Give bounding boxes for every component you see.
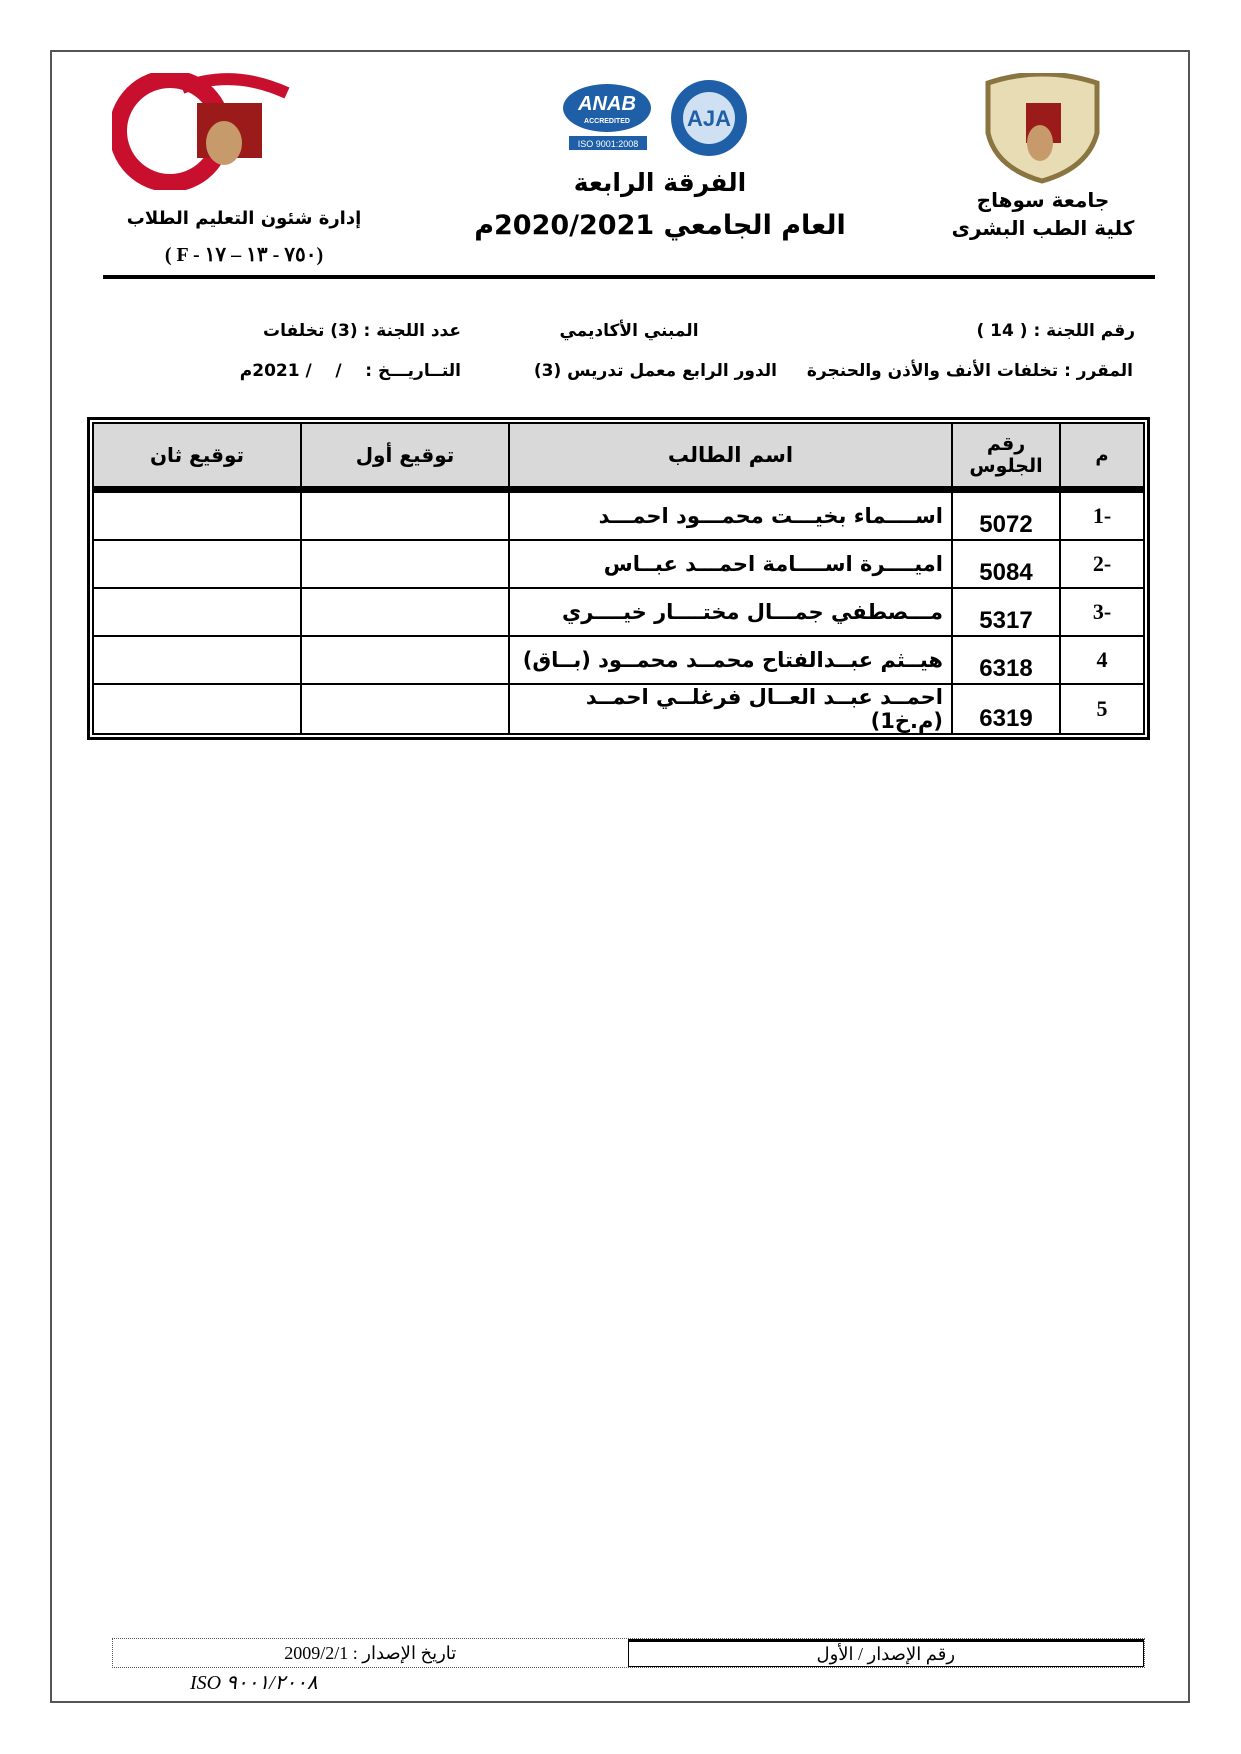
issue-date: تاريخ الإصدار : 2009/2/1 xyxy=(284,1642,457,1663)
col-seat-number: رقم الجلوس xyxy=(952,423,1060,492)
committee-count: عدد اللجنة : (3) تخلفات xyxy=(263,321,461,341)
university-name: جامعة سوهاج xyxy=(976,188,1110,212)
issue-number: رقم الإصدار / الأول xyxy=(628,1639,1145,1667)
iso-standard: ISO ٩٠٠١/٢٠٠٨ xyxy=(190,1672,318,1694)
form-code: ( F - ٧٥٠ - ١٣ – ١٧) xyxy=(164,244,324,266)
seat-number: 5084 xyxy=(952,540,1060,588)
seat-number: 5317 xyxy=(952,588,1060,636)
row-index: 4 xyxy=(1060,636,1144,684)
row-index: 3- xyxy=(1060,588,1144,636)
student-name: هيــثم عبــدالفتاح محمــد محمــود (بــاق) xyxy=(509,636,952,684)
table-row xyxy=(93,684,1144,734)
iso-badge-text: ISO 9001:2008 xyxy=(577,139,639,149)
row-index: 1- xyxy=(1060,492,1144,540)
faculty-name: كلية الطب البشرى xyxy=(951,216,1135,240)
second-signature-cell[interactable] xyxy=(93,684,301,734)
building: المبني الأكاديمي xyxy=(559,321,699,341)
academic-year: العام الجامعي 2020/2021م xyxy=(474,210,846,241)
col-student-name: اسم الطالب xyxy=(509,423,952,492)
table-row xyxy=(93,540,1144,588)
second-signature-cell[interactable] xyxy=(93,492,301,540)
exam-date: التــاريـــخ : / / 2021م xyxy=(239,361,461,381)
col-index: م xyxy=(1060,423,1144,492)
department-name: إدارة شئون التعليم الطلاب xyxy=(126,208,362,229)
second-signature-cell[interactable] xyxy=(93,588,301,636)
first-signature-cell[interactable] xyxy=(301,588,509,636)
aja-badge-text: AJA xyxy=(686,106,732,131)
committee-number: رقم اللجنة : ( 14 ) xyxy=(976,321,1135,341)
seat-number: 6318 xyxy=(952,636,1060,684)
faculty-of-medicine-logo xyxy=(112,73,307,190)
sohag-university-seal xyxy=(978,73,1107,184)
second-signature-cell[interactable] xyxy=(93,540,301,588)
first-signature-cell[interactable] xyxy=(301,492,509,540)
page-border xyxy=(50,50,1190,1703)
attendance-table xyxy=(89,419,1148,738)
first-signature-cell[interactable] xyxy=(301,636,509,684)
iso-accreditation-logos xyxy=(559,76,760,168)
table-row xyxy=(93,636,1144,684)
first-signature-cell[interactable] xyxy=(301,684,509,734)
second-signature-cell[interactable] xyxy=(93,636,301,684)
first-signature-cell[interactable] xyxy=(301,540,509,588)
student-name: مـــصطفي جمـــال مختــــار خيــــري xyxy=(509,588,952,636)
seat-number: 6319 xyxy=(952,684,1060,734)
exam-location: الدور الرابع معمل تدريس (3) xyxy=(533,361,777,381)
anab-accredited-text: ACCREDITED xyxy=(584,118,630,125)
seat-number: 5072 xyxy=(952,492,1060,540)
row-index: 2- xyxy=(1060,540,1144,588)
row-index: 5 xyxy=(1060,684,1144,734)
header-divider xyxy=(103,275,1155,279)
table-row xyxy=(93,588,1144,636)
col-first-signature: توقيع أول xyxy=(301,423,509,492)
student-name: اميــــرة اســــامة احمـــد عبــاس xyxy=(509,540,952,588)
document-footer xyxy=(112,1638,1145,1668)
course: المقرر : تخلفات الأنف والأذن والحنجرة xyxy=(806,361,1133,381)
student-name: احمــد عبــد العــال فرغلــي احمــد (م.خ1) xyxy=(509,684,952,734)
anab-badge-text: ANAB xyxy=(578,93,636,115)
table-row xyxy=(93,492,1144,540)
table-header-row xyxy=(93,423,1144,492)
student-level: الفرقة الرابعة xyxy=(573,168,747,197)
col-second-signature: توقيع ثان xyxy=(93,423,301,492)
student-name: اســــماء بخيـــت محمـــود احمـــد xyxy=(509,492,952,540)
